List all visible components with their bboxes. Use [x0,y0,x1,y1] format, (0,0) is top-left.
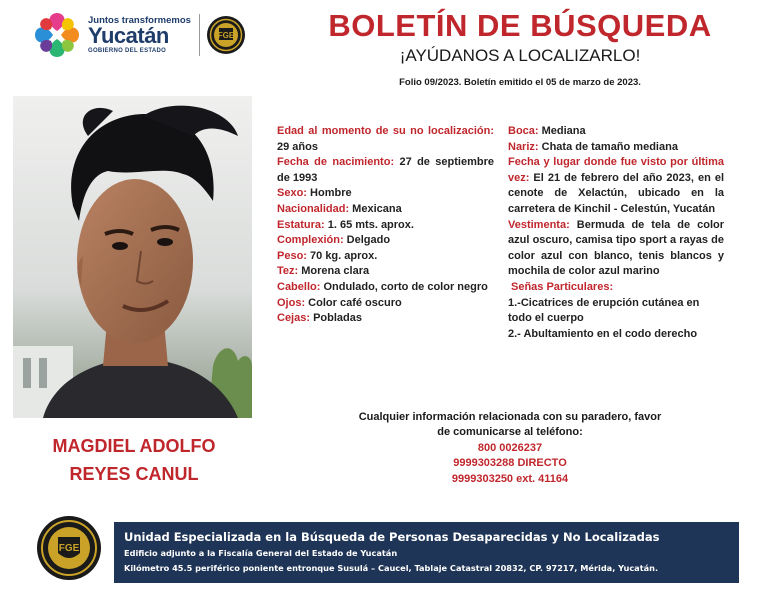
field-eyes: Ojos: Color café oscuro [277,296,402,309]
senas-item-2: 2.- Abultamiento en el codo derecho [508,327,698,340]
name-line-1: MAGDIEL ADOLFO [52,436,216,456]
svg-text:FGE: FGE [217,31,235,40]
field-last-seen: Fecha y lugar donde fue visto por última vez: El 21 de febrero del año 2023, en el cenote de Xelactún, ubicado en la carretera de Kinchil - Celestún, Yucatán [508,156,724,215]
person-photo [13,96,252,418]
field-mouth: Boca: Mediana [508,125,586,137]
fge-seal-large-icon [36,515,102,581]
logo-divider [199,14,200,56]
footer-info-band [114,522,739,583]
field-nationality: Nacionalidad: Mexicana [277,202,402,215]
field-clothing: Vestimenta: Bermuda de tela de color azul oscuro, camisa tipo sport a rayas de color azul con blanco, tenis blancos y mochila de color azul marino [508,218,724,278]
government-logo [32,8,272,62]
field-height: Estatura: 1. 65 mts. aprox. [277,218,414,231]
bulletin-subtitle: ¡AYÚDANOS A LOCALIZARLO! [399,46,641,65]
field-weight: Peso: 70 kg. aprox. [277,249,378,262]
field-age: Edad al momento de su no localización: 29 años [277,125,494,153]
field-sex: Sexo: Hombre [277,187,352,200]
contact-block [300,410,720,487]
fge-seal-icon [206,15,246,55]
missing-person-name [0,432,268,488]
contact-line-1: Cualquier información relacionada con su paradero, favor [358,411,662,423]
gov-name: Yucatán [88,23,169,49]
field-eyebrows: Cejas: Pobladas [277,312,362,325]
field-hair: Cabello: Ondulado, corto de color negro [277,280,488,293]
contact-line-2: de comunicarse al teléfono: [437,426,583,439]
gov-slogan: Juntos transformemos [88,14,191,26]
phone-1: 800 0026237 [477,441,543,454]
name-line-2: REYES CANUL [69,464,199,484]
svg-text:FGE: FGE [58,543,80,554]
gov-subtitle: GOBIERNO DEL ESTADO [88,48,167,55]
field-birthdate: Fecha de nacimiento: 27 de septiembre de 1993 [277,156,494,184]
footer [0,507,768,585]
folio-line: Folio 09/2023. Boletín emitido el 05 de marzo de 2023. [399,77,641,88]
field-nose: Nariz: Chata de tamaño mediana [508,140,678,153]
field-build: Complexión: Delgado [277,234,391,247]
yucatan-flower-icon [32,10,82,60]
phone-2: 9999303288 DIRECTO [453,457,567,470]
field-complexion: Tez: Morena clara [277,265,370,278]
footer-address: Kilómetro 45.5 periférico poniente entronque Susulá – Caucel, Tablaje Catastral 20832, CP. 97217, Mérida, Yucatán. [124,563,659,573]
senas-item-1: 1.-Cicatrices de erupción cutánea en todo el cuerpo [508,296,700,325]
footer-unit-name: Unidad Especializada en la Búsqueda de Personas Desaparecidas y No Localizadas [124,530,660,544]
details-right-column [508,124,724,342]
phone-3: 9999303250 ext. 41164 [451,472,569,485]
senas-heading: Señas Particulares: [511,280,614,293]
details-left-column [277,124,494,327]
bulletin-title: BOLETÍN DE BÚSQUEDA [328,8,712,43]
footer-building: Edificio adjunto a la Fiscalía General del Estado de Yucatán [124,548,398,558]
